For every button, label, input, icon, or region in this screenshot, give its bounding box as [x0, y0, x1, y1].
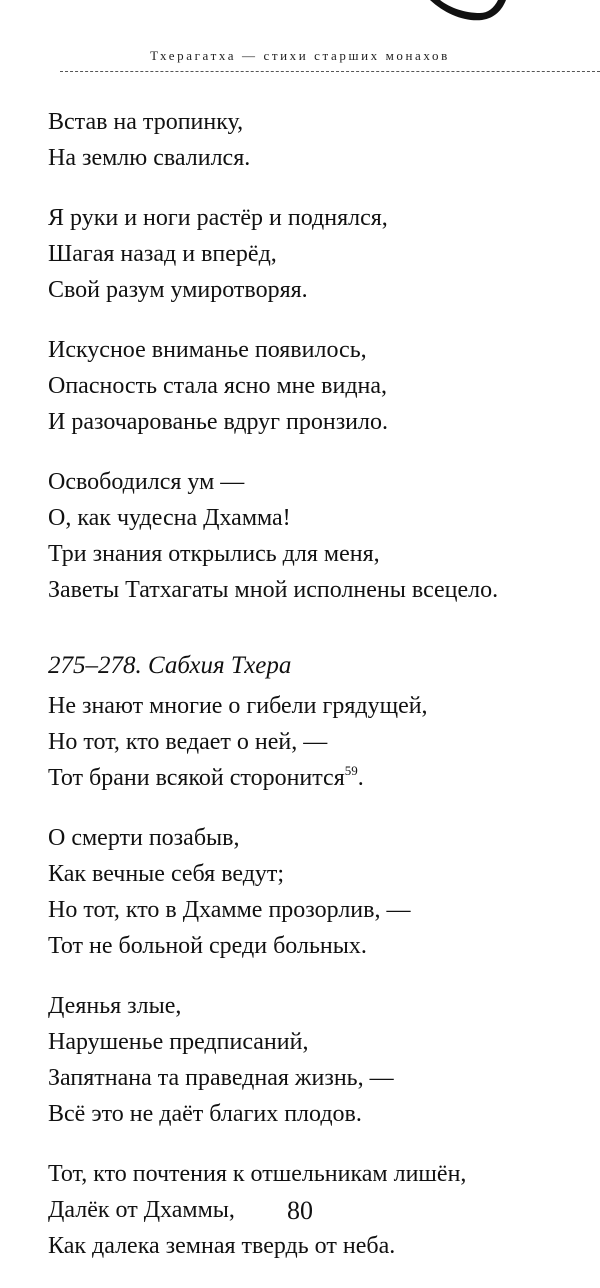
- verse-line: Я руки и ноги растёр и поднялся,: [48, 205, 388, 231]
- verse-line: Тот, кто почтения к отшельникам лишён,: [48, 1161, 467, 1187]
- verse-line: Три знания открылись для меня,: [48, 541, 380, 567]
- footnote-marker[interactable]: 59: [344, 763, 358, 778]
- stanza: [48, 820, 568, 964]
- verse-line: Нарушенье предписаний,: [48, 1029, 309, 1055]
- page-body: [48, 104, 568, 1288]
- stanza: [48, 332, 568, 440]
- verse-line: Заветы Татхагаты мной исполнены всецело.: [48, 577, 499, 603]
- verse-line: Далёк от Дхаммы,: [48, 1197, 235, 1223]
- stanza: [48, 104, 568, 176]
- verse-line-with-footnote: [48, 760, 568, 796]
- verse-line: Деянья злые,: [48, 993, 182, 1019]
- verse-line: Всё это не даёт благих плодов.: [48, 1101, 362, 1127]
- verse-line: О, как чудесна Дхамма!: [48, 505, 291, 531]
- page-number: 80: [287, 1196, 313, 1225]
- verse-line: Как далека земная твердь от неба.: [48, 1233, 396, 1259]
- verse-line: Освободился ум —: [48, 469, 245, 495]
- verse-line: О смерти позабыв,: [48, 825, 240, 851]
- verse-line: И разочарованье вдруг пронзило.: [48, 409, 388, 435]
- stanza: [48, 200, 568, 308]
- header-rule: [60, 71, 600, 72]
- verse-line: На землю свалился.: [48, 145, 251, 171]
- verse-line-punctuation: .: [357, 765, 364, 791]
- stanza: [48, 464, 568, 608]
- verse-line: Шагая назад и вперёд,: [48, 241, 277, 267]
- verse-line: Встав на тропинку,: [48, 109, 244, 135]
- verse-line: Искусное вниманье появилось,: [48, 337, 367, 363]
- section-title: 275–278. Сабхия Тхера: [48, 652, 292, 679]
- running-head: Тхерагатха — стихи старших монахов: [150, 48, 450, 63]
- verse-line: Но тот, кто в Дхамме прозорлив, —: [48, 897, 411, 923]
- verse-line: Тот не больной среди больных.: [48, 933, 367, 959]
- stanza: [48, 688, 568, 796]
- verse-line: Запятнана та праведная жизнь, —: [48, 1065, 394, 1091]
- verse-line: Не знают многие о гибели грядущей,: [48, 693, 428, 719]
- verse-line: Свой разум умиротворяя.: [48, 277, 308, 303]
- stanza: [48, 988, 568, 1132]
- verse-line: Опасность стала ясно мне видна,: [48, 373, 388, 399]
- verse-line-text: Тот брани всякой сторонится: [48, 765, 345, 791]
- verse-line: Как вечные себя ведут;: [48, 861, 285, 887]
- verse-line: Но тот, кто ведает о ней, —: [48, 729, 328, 755]
- decorative-ornament-icon: [420, 0, 540, 24]
